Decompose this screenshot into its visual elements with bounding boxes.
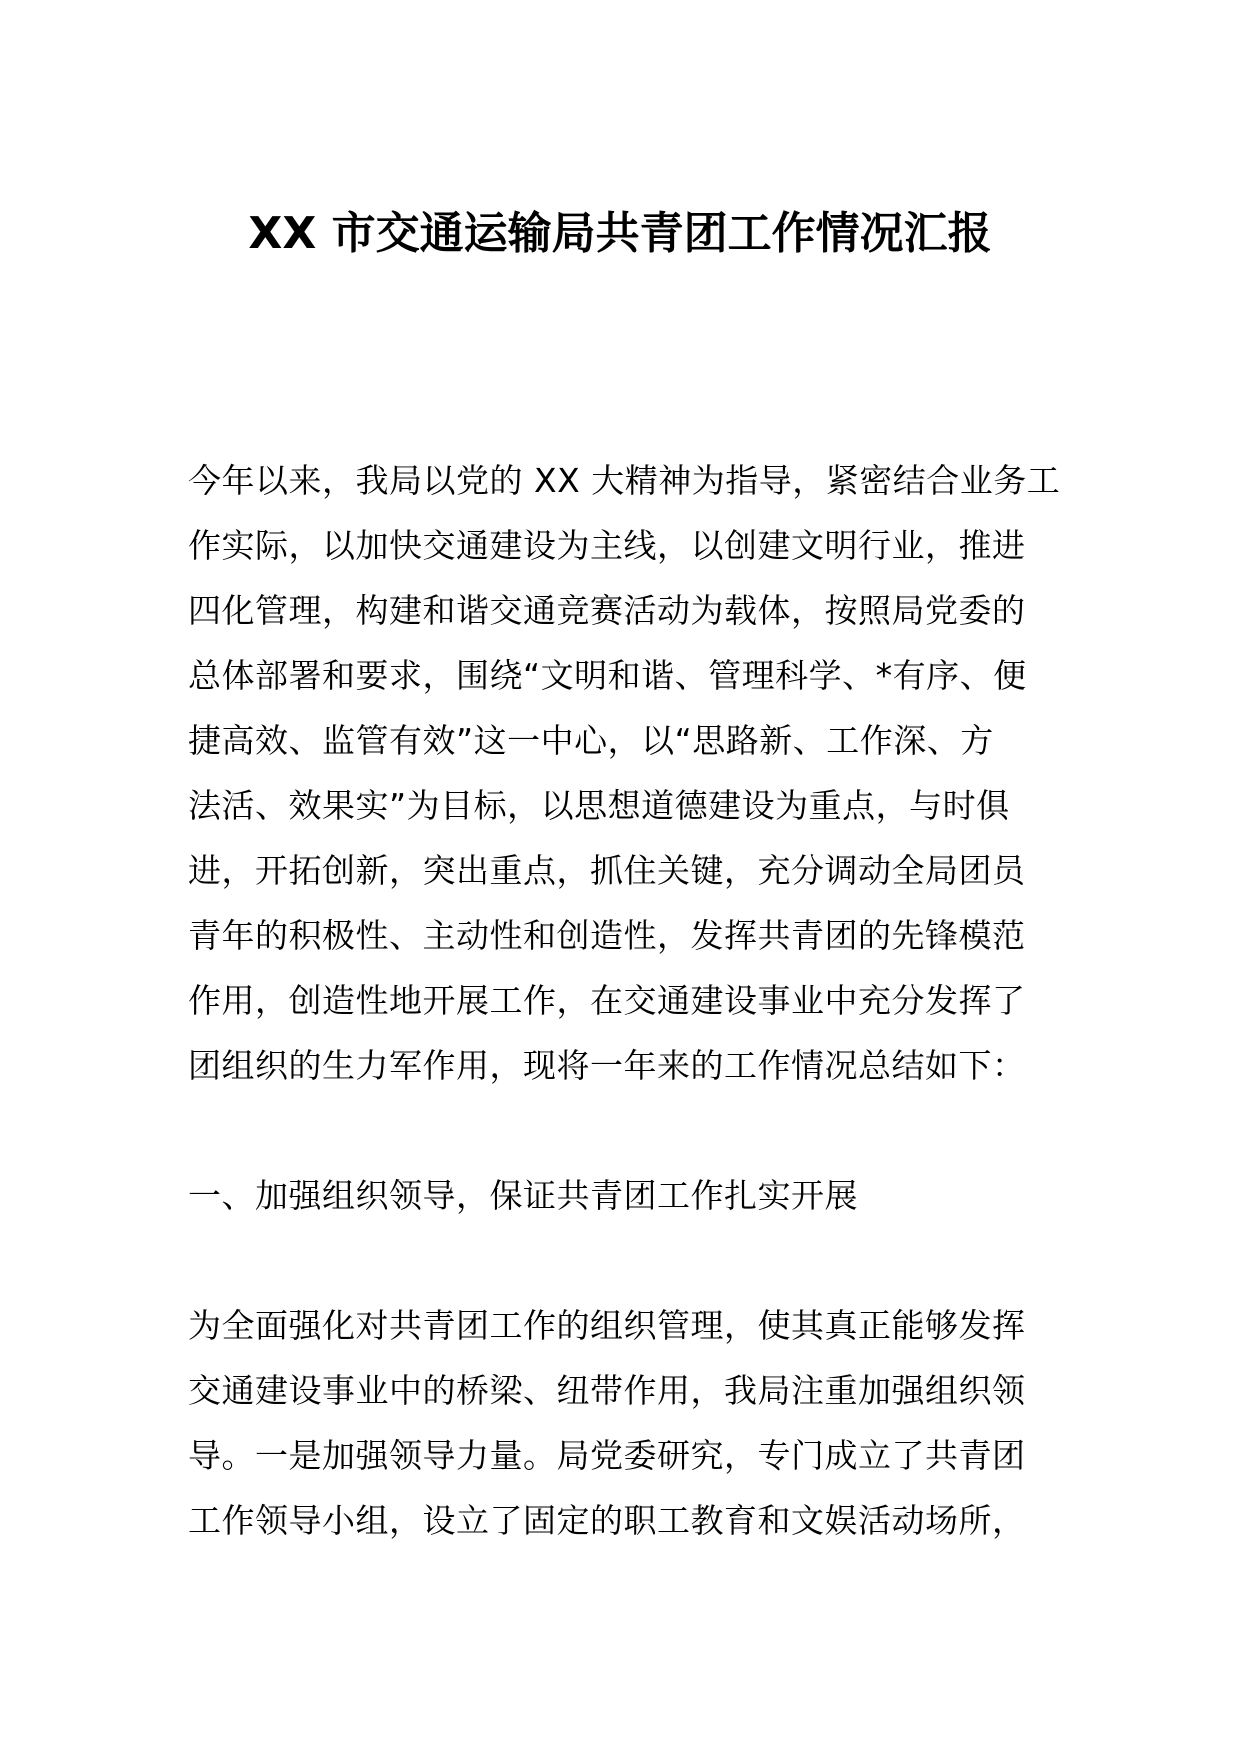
section-heading-1 — [188, 1163, 1068, 1228]
paragraph-line: 法活、效果实”为目标，以思想道德建设为重点，与时俱 — [188, 786, 1010, 825]
paragraph-line: 工作领导小组，设立了固定的职工教育和文娱活动场所， — [188, 1501, 1026, 1540]
intro-paragraph — [188, 448, 1068, 1098]
paragraph-line: 青年的积极性、主动性和创造性，发挥共青团的先锋模范 — [188, 916, 1026, 955]
paragraph-line: 总体部署和要求，围绕“文明和谐、管理科学、*有序、便 — [188, 656, 1027, 695]
paragraph-line: 交通建设事业中的桥梁、纽带作用，我局注重加强组织领 — [188, 1371, 1026, 1410]
paragraph-line: 导。一是加强领导力量。局党委研究，专门成立了共青团 — [188, 1436, 1026, 1475]
paragraph-line: 今年以来，我局以党的 XX 大精神为指导，紧密结合业务工 — [188, 461, 1061, 500]
paragraph-line: 作实际，以加快交通建设为主线，以创建文明行业，推进 — [188, 526, 1026, 565]
paragraph-line: 团组织的生力军作用，现将一年来的工作情况总结如下： — [188, 1046, 1026, 1085]
paragraph-line: 捷高效、监管有效”这一中心，以“思路新、工作深、方 — [188, 721, 994, 760]
document-title: XX 市交通运输局共青团工作情况汇报 — [248, 208, 992, 259]
paragraph-line: 作用，创造性地开展工作，在交通建设事业中充分发挥了 — [188, 981, 1026, 1020]
paragraph-line: 为全面强化对共青团工作的组织管理，使其真正能够发挥 — [188, 1306, 1026, 1345]
section-1-paragraph — [188, 1293, 1068, 1553]
paragraph-line: 四化管理，构建和谐交通竞赛活动为载体，按照局党委的 — [188, 591, 1026, 630]
paragraph-line: 进，开拓创新，突出重点，抓住关键，充分调动全局团员 — [188, 851, 1026, 890]
section-heading-text: 一、加强组织领导，保证共青团工作扎实开展 — [188, 1176, 858, 1215]
